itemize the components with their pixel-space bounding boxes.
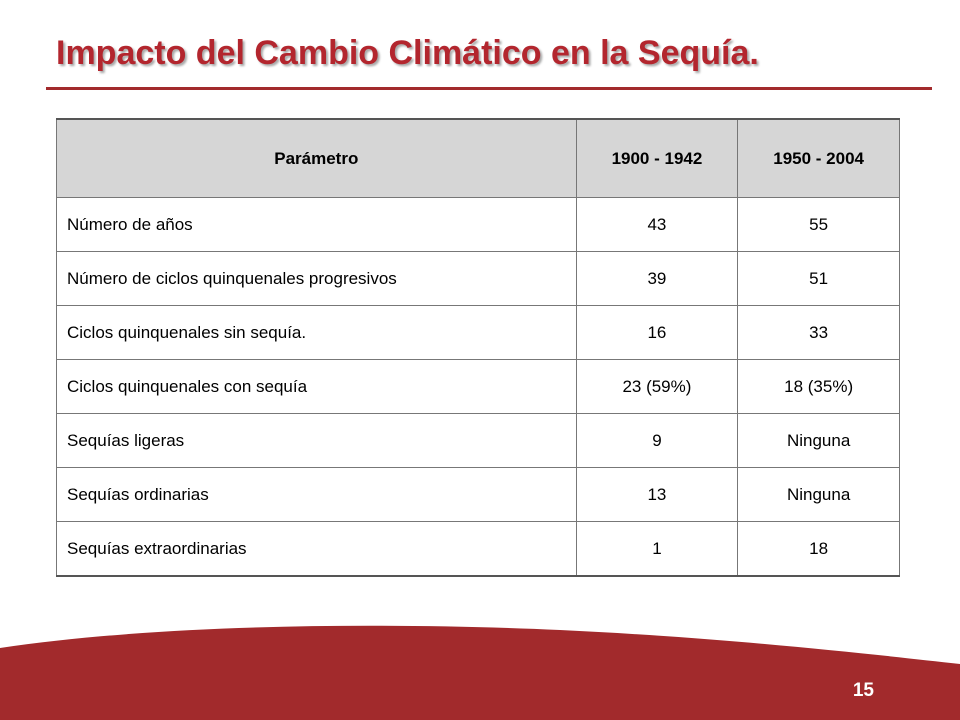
column-header-parametro: Parámetro — [57, 119, 577, 198]
table-row — [57, 306, 900, 360]
table-header-row — [57, 119, 900, 198]
cell-period-1: 43 — [576, 198, 738, 252]
page-number: 15 — [852, 680, 874, 701]
cell-period-1: 16 — [576, 306, 738, 360]
row-label: Número de ciclos quinquenales progresivos — [57, 252, 577, 306]
row-label: Ciclos quinquenales con sequía — [57, 360, 577, 414]
column-header-period-2: 1950 - 2004 — [738, 119, 900, 198]
row-label: Sequías ordinarias — [57, 468, 577, 522]
cell-period-2: Ninguna — [738, 468, 900, 522]
cell-period-1: 9 — [576, 414, 738, 468]
footer-wave-decoration — [0, 600, 960, 720]
cell-period-1: 23 (59%) — [576, 360, 738, 414]
table-row — [57, 414, 900, 468]
table-row — [57, 360, 900, 414]
row-label: Sequías extraordinarias — [57, 522, 577, 577]
footer-wave-shape — [0, 626, 960, 720]
cell-period-2: 18 (35%) — [738, 360, 900, 414]
slide-title: Impacto del Cambio Climático en la Sequía. — [56, 34, 759, 72]
title-underline — [46, 87, 932, 90]
table-row — [57, 198, 900, 252]
column-header-period-1: 1900 - 1942 — [576, 119, 738, 198]
drought-impact-table — [56, 118, 900, 577]
cell-period-2: 33 — [738, 306, 900, 360]
cell-period-2: 55 — [738, 198, 900, 252]
table-row — [57, 252, 900, 306]
table-row — [57, 468, 900, 522]
row-label: Ciclos quinquenales sin sequía. — [57, 306, 577, 360]
cell-period-2: 18 — [738, 522, 900, 577]
cell-period-1: 1 — [576, 522, 738, 577]
row-label: Sequías ligeras — [57, 414, 577, 468]
cell-period-1: 13 — [576, 468, 738, 522]
cell-period-2: Ninguna — [738, 414, 900, 468]
cell-period-2: 51 — [738, 252, 900, 306]
cell-period-1: 39 — [576, 252, 738, 306]
row-label: Número de años — [57, 198, 577, 252]
table-row — [57, 522, 900, 577]
